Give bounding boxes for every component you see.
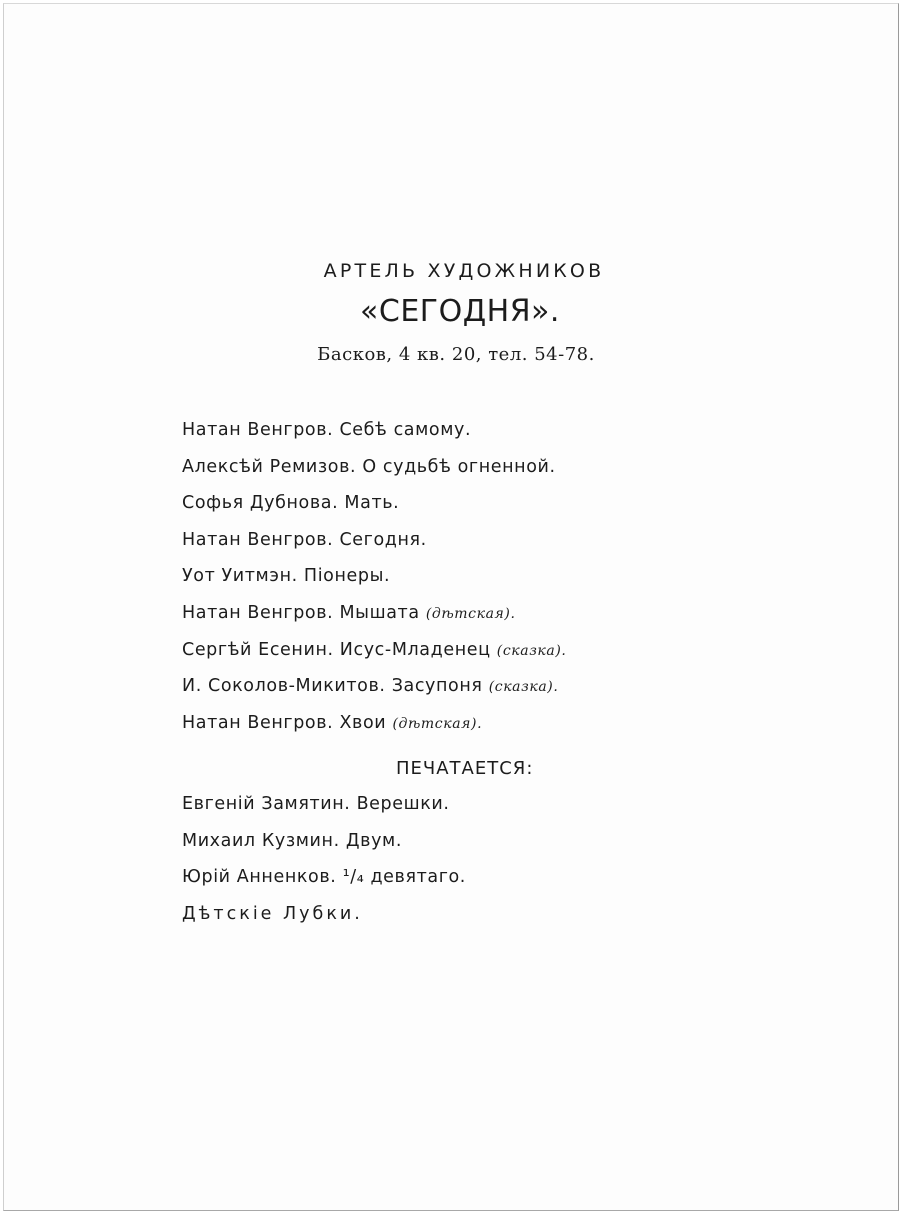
list-item	[182, 457, 566, 494]
entry-text: Натан Венгров. Себѣ самому.	[182, 420, 472, 440]
entry-note: (сказка).	[496, 642, 567, 659]
list-item	[182, 420, 566, 457]
list-item	[182, 530, 566, 567]
section-heading-printing: ПЕЧАТАЕТСЯ:	[396, 758, 534, 779]
entry-note: (дѣтская).	[425, 605, 516, 622]
list-item	[182, 713, 566, 750]
list-item	[182, 676, 566, 713]
list-item	[182, 493, 566, 530]
list-item	[182, 603, 566, 640]
publisher-name: АРТЕЛЬ ХУДОЖНИКОВ	[323, 260, 605, 282]
published-list	[182, 420, 566, 749]
entry-text: Алексѣй Ремизов. О судьбѣ огненной.	[182, 456, 556, 477]
list-item	[182, 867, 466, 904]
entry-text: Натан Венгров. Мышата	[182, 602, 420, 623]
list-item	[182, 904, 466, 941]
entry-note: (дѣтская).	[392, 715, 483, 732]
entry-note: (сказка).	[488, 679, 559, 696]
publisher-title: «СЕГОДНЯ».	[360, 294, 560, 329]
list-item	[182, 640, 566, 677]
entry-text: Михаил Кузмин. Двум.	[182, 830, 403, 851]
entry-text: Софья Дубнова. Мать.	[182, 493, 400, 514]
entry-text: Натан Венгров. Хвои	[182, 712, 387, 733]
entry-text: Уот Уитмэн. Піонеры.	[182, 566, 391, 587]
entry-text: Юрій Анненков. ¹/₄ девятаго.	[182, 867, 466, 888]
printing-list	[182, 794, 466, 940]
list-item	[182, 566, 566, 603]
list-item	[182, 831, 466, 868]
list-item	[182, 794, 466, 831]
entry-text: И. Соколов-Микитов. Засупоня	[182, 676, 483, 697]
entry-text: Евгеній Замятин. Верешки.	[182, 794, 450, 814]
entry-text: Дѣтскіе Лубки.	[182, 903, 363, 924]
publisher-address: Басков, 4 кв. 20, тел. 54-78.	[317, 344, 595, 365]
entry-text: Сергѣй Есенин. Исус-Младенец	[182, 639, 491, 660]
entry-text: Натан Венгров. Сегодня.	[182, 529, 427, 550]
